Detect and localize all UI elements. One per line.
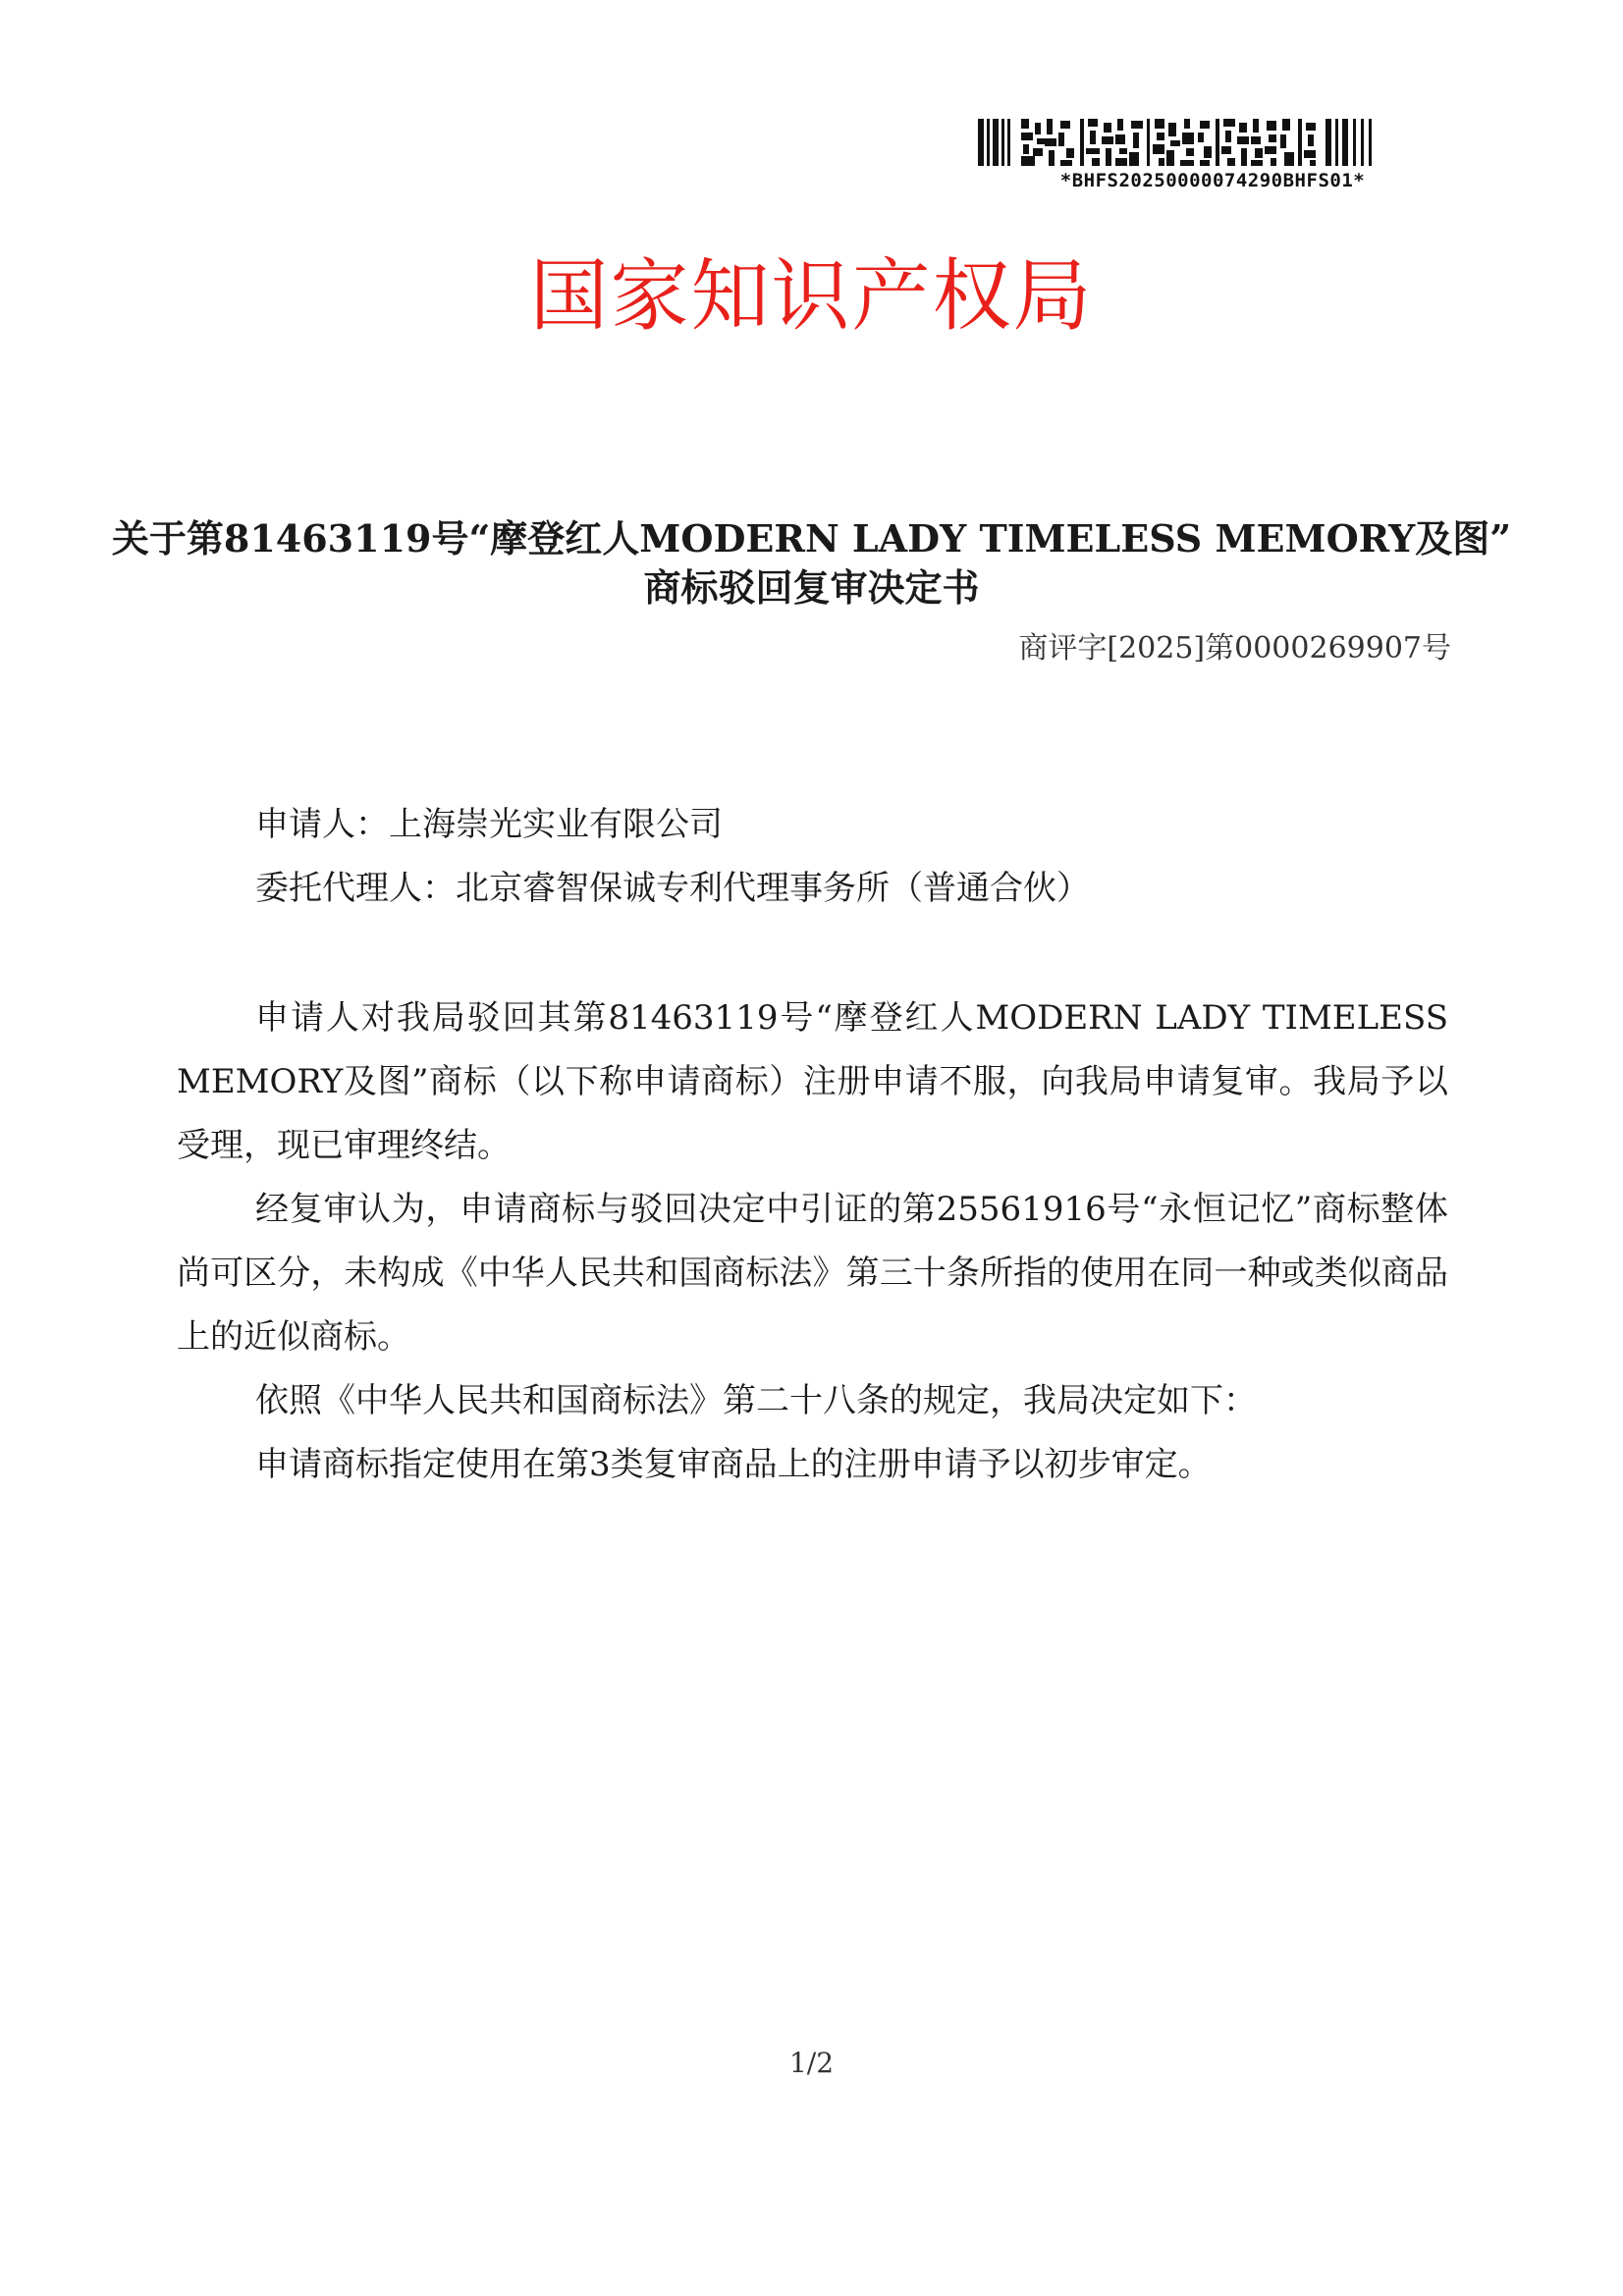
page-number: 1/2 xyxy=(788,2047,835,2079)
paragraph-intro: 申请人对我局驳回其第81463119号“摩登红人MODERN LADY TIMELESS MEMORY及图”商标（以下称申请商标）注册申请不服，向我局申请复审。我局予以受理，现已审理终结。 xyxy=(177,998,1448,1165)
paragraph-basis: 依照《中华人民共和国商标法》第二十八条的规定，我局决定如下： xyxy=(255,1381,1257,1420)
agent: 委托代理人：北京睿智保诚专利代理事务所（普通合伙） xyxy=(255,869,1090,908)
barcode xyxy=(978,119,1390,166)
title-line-2: 商标驳回复审决定书 xyxy=(643,565,980,610)
title-line-1: 关于第81463119号“摩登红人MODERN LADY TIMELESS MEMORY及图” xyxy=(111,516,1512,561)
applicant: 申请人：上海崇光实业有限公司 xyxy=(255,805,723,844)
document-title xyxy=(0,514,1623,613)
decision-body xyxy=(177,987,1448,1497)
agency-name: 国家知识产权局 xyxy=(529,250,1094,342)
paragraph-decision: 申请商标指定使用在第3类复审商品上的注册申请予以初步审定。 xyxy=(255,1445,1212,1484)
paragraph-review: 经复审认为，申请商标与驳回决定中引证的第25561916号“永恒记忆”商标整体尚可区分，未构成《中华人民共和国商标法》第三十条所指的使用在同一种或类似商品上的近似商标。 xyxy=(177,1190,1448,1357)
barcode-number: *BHFS20250000074290BHFS01* xyxy=(1059,170,1366,191)
document-number: 商评字[2025]第0000269907号 xyxy=(1018,631,1451,666)
